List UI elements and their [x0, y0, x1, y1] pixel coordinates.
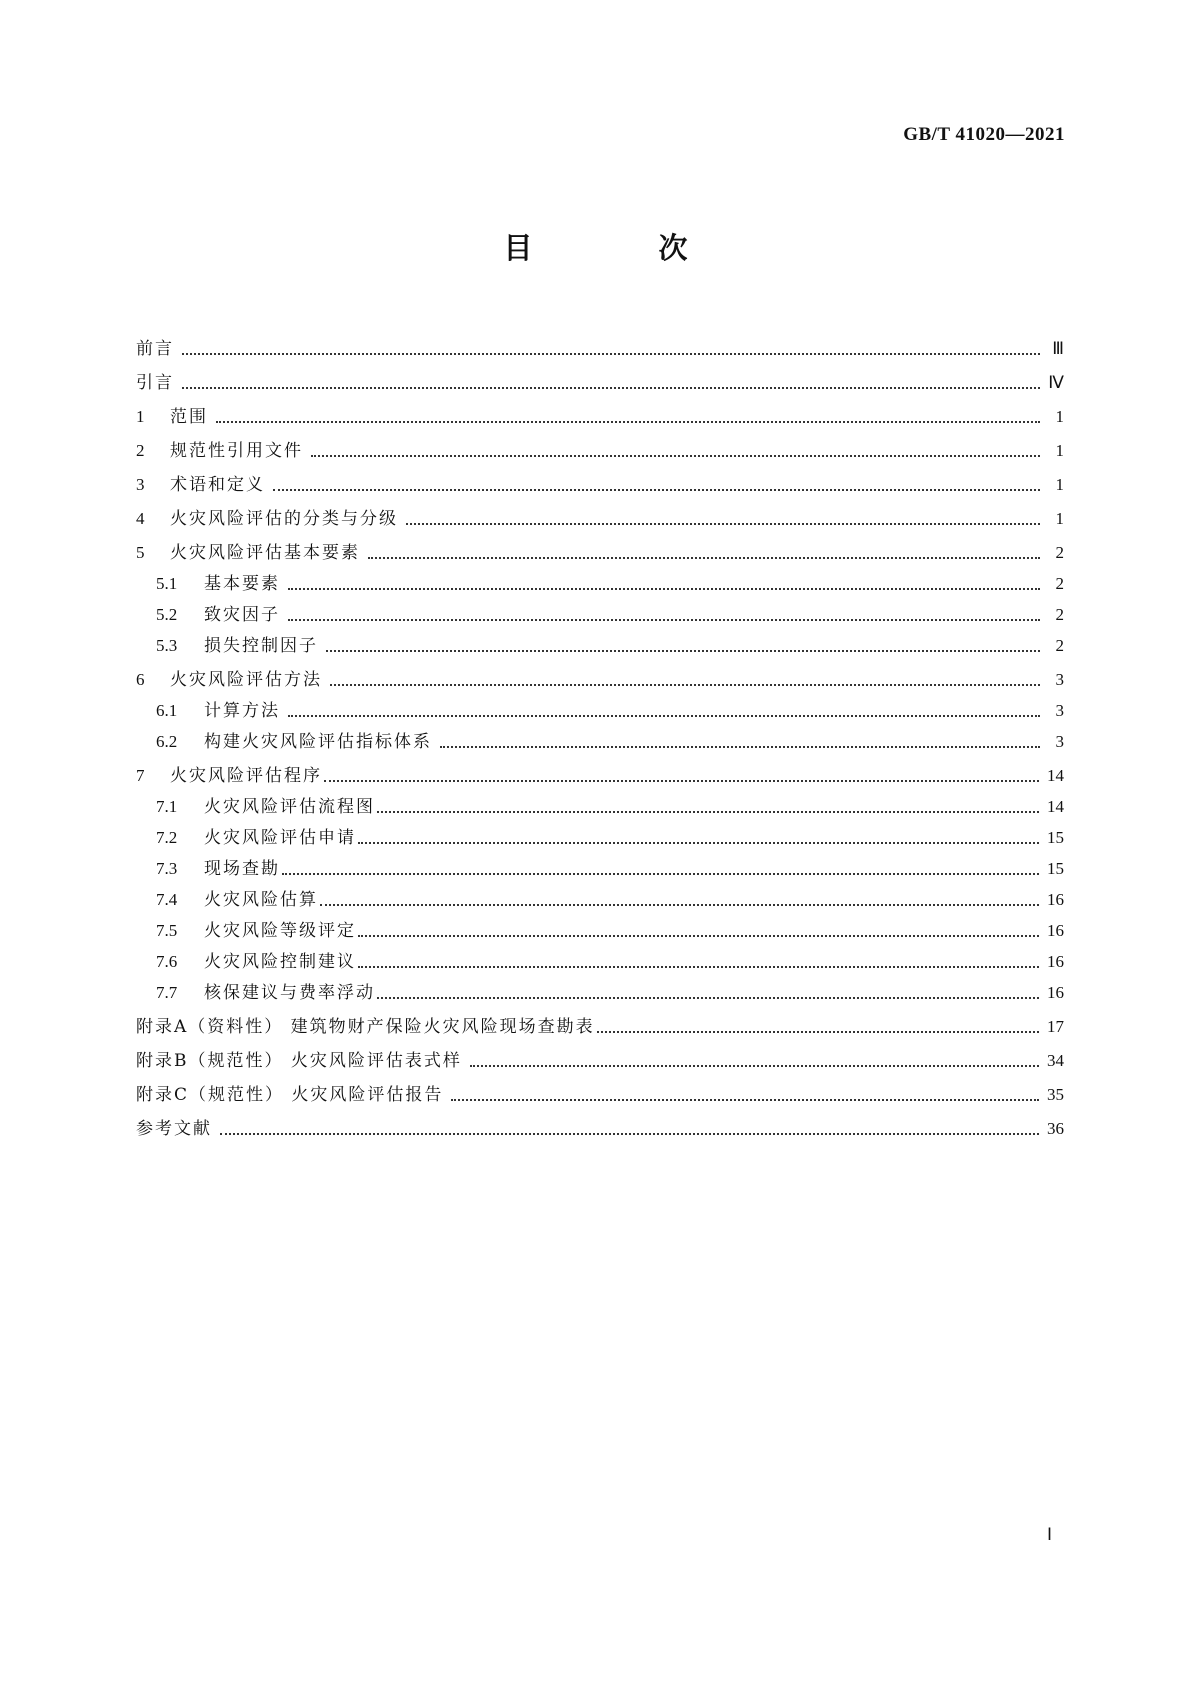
toc-entry[interactable]	[136, 428, 1064, 462]
dot-leader	[288, 588, 1040, 590]
dot-leader	[377, 997, 1039, 999]
toc-entry-label: 致灾因子	[204, 605, 280, 625]
toc-entry-page: 14	[1047, 797, 1064, 816]
toc-entry[interactable]	[136, 360, 1064, 394]
dot-leader	[406, 523, 1040, 525]
toc-entry-label: 基本要素	[204, 574, 280, 594]
toc-entry-number: 7	[136, 766, 145, 785]
toc-entry-number: 5.1	[156, 574, 178, 593]
toc-entry[interactable]	[136, 462, 1064, 496]
toc-entry-page: 16	[1047, 890, 1064, 909]
toc-entry-page: 1	[1055, 475, 1064, 494]
dot-leader	[288, 715, 1040, 717]
toc-entry-number: 1	[136, 407, 145, 426]
toc-entry-number: 7.4	[156, 890, 178, 909]
toc-entry[interactable]	[136, 530, 1064, 564]
toc-entry[interactable]	[136, 722, 1064, 753]
toc-entry-number: 6.2	[156, 732, 178, 751]
toc-entry-label: 火灾风险估算	[204, 890, 318, 910]
page-title: 目 次	[503, 231, 746, 265]
dot-leader	[597, 1031, 1039, 1033]
dot-leader	[220, 1133, 1039, 1135]
toc-entry-page: 16	[1047, 983, 1064, 1002]
toc-entry-label: 附录A（资料性） 建筑物财产保险火灾风险现场查勘表	[136, 1017, 595, 1037]
toc-entry-page: 15	[1047, 828, 1064, 847]
toc-entry[interactable]	[136, 657, 1064, 691]
toc-entry-label: 现场查勘	[204, 859, 280, 879]
toc-entry[interactable]	[136, 1038, 1064, 1072]
toc-entry-label: 火灾风险评估基本要素	[170, 543, 360, 563]
toc-entry-label: 火灾风险评估程序	[170, 766, 322, 786]
toc-entry[interactable]	[136, 911, 1064, 942]
toc-entry-page: 2	[1055, 574, 1064, 593]
toc-entry-number: 3	[136, 475, 145, 494]
toc-entry[interactable]	[136, 787, 1064, 818]
toc-entry[interactable]	[136, 942, 1064, 973]
toc-entry-label: 火灾风险评估流程图	[204, 797, 375, 817]
toc-entry-label: 规范性引用文件	[170, 441, 303, 461]
toc-entry-number: 5.3	[156, 636, 178, 655]
toc-entry-page: 14	[1047, 766, 1064, 785]
toc-entry[interactable]	[136, 496, 1064, 530]
toc-entry-label: 参考文献	[136, 1119, 212, 1139]
toc-entry-number: 5.2	[156, 605, 178, 624]
toc-entry-label: 火灾风险等级评定	[204, 921, 356, 941]
toc-entry-number: 5	[136, 543, 145, 562]
toc-entry[interactable]	[136, 691, 1064, 722]
dot-leader	[282, 873, 1039, 875]
toc-entry[interactable]	[136, 326, 1064, 360]
toc-entry[interactable]	[136, 818, 1064, 849]
toc-entry-number: 7.5	[156, 921, 178, 940]
toc-entry[interactable]	[136, 595, 1064, 626]
dot-leader	[182, 387, 1040, 389]
toc-entry-page: 34	[1047, 1051, 1064, 1070]
toc-entry-page: Ⅳ	[1048, 373, 1064, 392]
toc-entry-number: 7.3	[156, 859, 178, 878]
toc-entry-label: 计算方法	[204, 701, 280, 721]
toc-entry[interactable]	[136, 973, 1064, 1004]
dot-leader	[182, 353, 1040, 355]
toc-entry-number: 7.7	[156, 983, 178, 1002]
document-code: GB/T 41020—2021	[903, 124, 1065, 145]
toc-entry-number: 6.1	[156, 701, 178, 720]
toc-entry-page: 16	[1047, 952, 1064, 971]
table-of-contents	[136, 326, 1064, 1140]
toc-entry-page: 35	[1047, 1085, 1064, 1104]
toc-entry-page: 36	[1047, 1119, 1064, 1138]
toc-entry-label: 附录B（规范性） 火灾风险评估表式样	[136, 1051, 462, 1071]
dot-leader	[320, 904, 1039, 906]
toc-entry[interactable]	[136, 626, 1064, 657]
toc-entry-page: Ⅲ	[1052, 339, 1064, 358]
toc-entry[interactable]	[136, 1004, 1064, 1038]
toc-entry-number: 4	[136, 509, 145, 528]
toc-entry[interactable]	[136, 1106, 1064, 1140]
page-number: Ⅰ	[1047, 1525, 1053, 1544]
toc-entry[interactable]	[136, 564, 1064, 595]
toc-entry[interactable]	[136, 1072, 1064, 1106]
dot-leader	[358, 935, 1039, 937]
dot-leader	[288, 619, 1040, 621]
toc-entry-page: 1	[1055, 509, 1064, 528]
toc-entry-number: 7.6	[156, 952, 178, 971]
toc-entry-page: 2	[1055, 636, 1064, 655]
dot-leader	[273, 489, 1040, 491]
toc-entry-label: 核保建议与费率浮动	[204, 983, 375, 1003]
dot-leader	[368, 557, 1040, 559]
toc-entry-label: 火灾风险评估申请	[204, 828, 356, 848]
toc-entry-label: 术语和定义	[170, 475, 265, 495]
dot-leader	[330, 684, 1040, 686]
dot-leader	[470, 1065, 1039, 1067]
toc-entry-number: 2	[136, 441, 145, 460]
toc-entry-label: 构建火灾风险评估指标体系	[204, 732, 432, 752]
dot-leader	[377, 811, 1039, 813]
toc-entry-page: 2	[1055, 605, 1064, 624]
toc-entry-label: 火灾风险控制建议	[204, 952, 356, 972]
dot-leader	[358, 966, 1039, 968]
toc-entry-page: 17	[1047, 1017, 1064, 1036]
toc-entry-page: 15	[1047, 859, 1064, 878]
toc-entry-page: 2	[1055, 543, 1064, 562]
toc-entry-page: 3	[1055, 670, 1064, 689]
toc-entry[interactable]	[136, 849, 1064, 880]
dot-leader	[451, 1099, 1039, 1101]
dot-leader	[311, 455, 1040, 457]
toc-entry[interactable]	[136, 880, 1064, 911]
toc-entry-page: 1	[1055, 407, 1064, 426]
toc-entry-number: 7.2	[156, 828, 178, 847]
dot-leader	[324, 780, 1039, 782]
dot-leader	[216, 421, 1040, 423]
dot-leader	[440, 746, 1040, 748]
toc-entry-page: 3	[1055, 701, 1064, 720]
toc-entry-page: 16	[1047, 921, 1064, 940]
toc-entry-page: 3	[1055, 732, 1064, 751]
toc-entry-label: 火灾风险评估方法	[170, 670, 322, 690]
dot-leader	[326, 650, 1040, 652]
toc-entry[interactable]	[136, 753, 1064, 787]
toc-entry-label: 前言	[136, 339, 174, 359]
toc-entry[interactable]	[136, 394, 1064, 428]
toc-entry-label: 附录C（规范性） 火灾风险评估报告	[136, 1085, 444, 1105]
toc-entry-label: 引言	[136, 373, 174, 393]
dot-leader	[358, 842, 1039, 844]
toc-entry-page: 1	[1055, 441, 1064, 460]
toc-entry-number: 7.1	[156, 797, 178, 816]
toc-entry-label: 损失控制因子	[204, 636, 318, 656]
toc-entry-label: 范围	[170, 407, 208, 427]
toc-entry-label: 火灾风险评估的分类与分级	[170, 509, 398, 529]
toc-entry-number: 6	[136, 670, 145, 689]
